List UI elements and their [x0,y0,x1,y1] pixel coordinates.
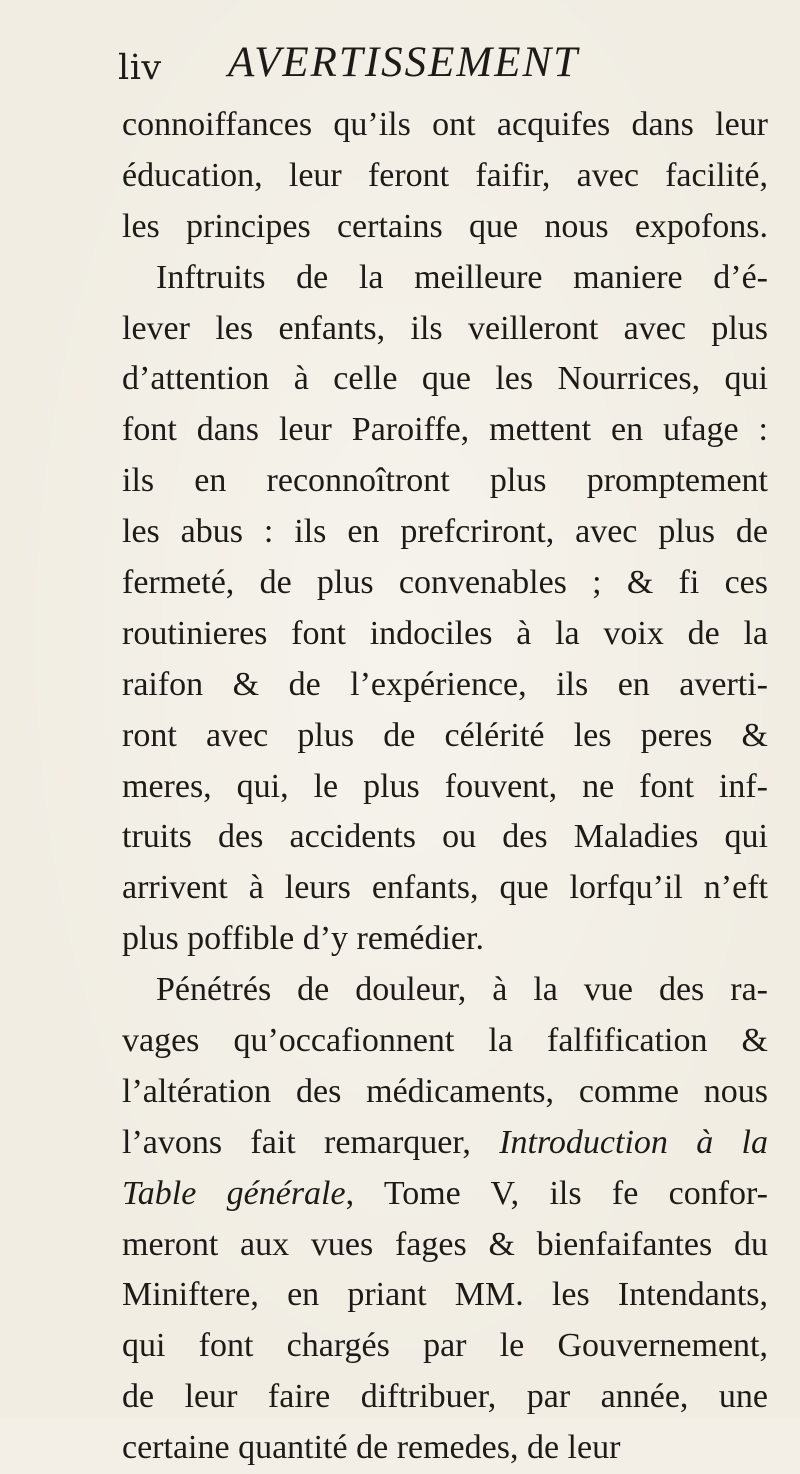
text-line: plus poffible d’y remédier. [122,920,484,958]
text-line: l’avons fait remarquer, Introduction à la [122,1123,768,1161]
text-line: truits des accidents ou des Maladies qui [122,818,768,856]
text-line: raifon & de l’expérience, ils en averti- [122,665,768,703]
text-line: meront aux vues fages & bienfaifantes du [122,1225,768,1263]
running-title: AVERTISSEMENT [228,39,580,86]
text-line: les principes certains que nous expofons. [122,207,768,245]
text-line: font dans leur Paroiffe, mettent en ufage : [122,411,768,449]
text-line: d’attention à celle que les Nourrices, qui [122,360,768,398]
text-line: qui font chargés par le Gouvernement, [122,1327,768,1365]
text-line: Inftruits de la meilleure maniere d’é- [156,258,768,296]
text-line: Miniftere, en priant MM. les Intendants, [122,1276,768,1314]
text-line: fermeté, de plus convenables ; & fi ces [122,564,768,602]
text-line: les abus : ils en prefcriront, avec plus de [122,513,768,551]
text-line: connoiffances qu’ils ont acquifes dans leur [122,106,768,143]
text-line: ront avec plus de célérité les peres & [122,716,768,754]
text-line: meres, qui, le plus fouvent, ne font inf- [122,767,768,805]
text-line: l’altération des médicaments, comme nous [122,1072,768,1110]
text-line: vages qu’occafionnent la falfification & [122,1022,768,1060]
text-line: ils en reconnoîtront plus promptement [122,462,768,500]
text-line: lever les enfants, ils veilleront avec plus [122,309,768,347]
text-line: certaine quantité de remedes, de leur [122,1429,621,1467]
text-line: Table générale, Tome V, ils fe confor- [122,1174,768,1212]
text-line: éducation, leur feront faifir, avec facilité, [122,156,768,194]
page-number: liv [118,48,162,88]
text-line: routinieres font indociles à la voix de la [122,614,768,652]
text-line: arrivent à leurs enfants, que lorfqu’il n’eft [122,869,768,907]
text-line: Pénétrés de douleur, à la vue des ra- [156,971,768,1009]
text-line: de leur faire diftribuer, par année, une [122,1378,768,1416]
body-text [122,100,768,1474]
page-header [118,32,758,92]
